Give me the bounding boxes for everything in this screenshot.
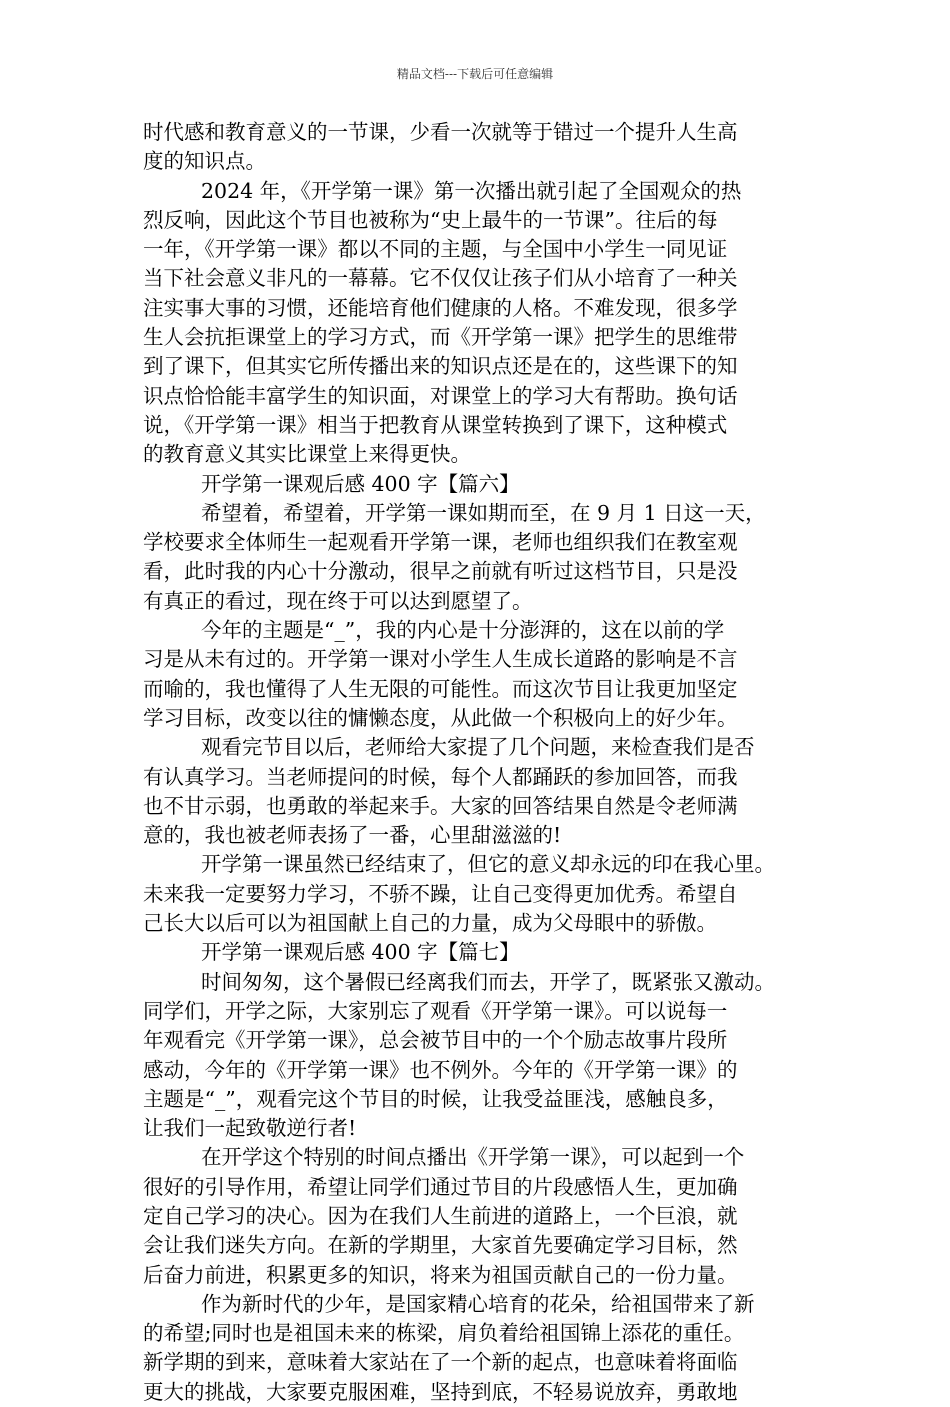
text-line: 到了课下，但其实它所传播出来的知识点还是在的，这些课下的知 <box>143 354 738 379</box>
text-line: 的教育意义其实比课堂上来得更快。 <box>143 442 471 467</box>
text-line: 一年，《开学第一课》都以不同的主题，与全国中小学生一同见证 <box>143 237 728 262</box>
paragraph <box>143 118 823 177</box>
text-line: 当下社会意义非凡的一幕幕。它不仅仅让孩子们从小培育了一种关 <box>143 266 738 291</box>
paragraph <box>143 499 823 616</box>
text-line: 注实事大事的习惯，还能培育他们健康的人格。不难发现，很多学 <box>143 295 738 320</box>
text-line: 也不甘示弱，也勇敢的举起来手。大家的回答结果自然是令老师满 <box>143 793 738 818</box>
text-line: 主题是“_”，观看完这个节目的时候，让我受益匪浅，感触良多， <box>143 1086 728 1111</box>
text-line: 2024 年，《开学第一课》第一次播出就引起了全国观众的热 <box>201 178 742 203</box>
text-line: 定自己学习的决心。因为在我们人生前进的道路上，一个巨浪，就 <box>143 1203 738 1228</box>
text-line: 今年的主题是“_”，我的内心是十分澎湃的，这在以前的学 <box>201 618 725 643</box>
text-line: 识点恰恰能丰富学生的知识面，对课堂上的学习大有帮助。换句话 <box>143 383 738 408</box>
text-line: 时代感和教育意义的一节课，少看一次就等于错过一个提升人生高 <box>143 120 738 144</box>
text-line: 时间匆匆，这个暑假已经离我们而去，开学了，既紧张又激动。 <box>201 969 775 994</box>
text-line: 年观看完《开学第一课》，总会被节目中的一个个励志故事片段所 <box>143 1028 728 1053</box>
text-line: 而喻的，我也懂得了人生无限的可能性。而这次节目让我更加坚定 <box>143 676 738 701</box>
text-line: 烈反响，因此这个节目也被称为“史上最牛的一节课”。往后的每 <box>143 207 718 232</box>
text-line: 看，此时我的内心十分激动，很早之前就有听过这档节目，只是没 <box>143 559 738 584</box>
text-line: 新学期的到来，意味着大家站在了一个新的起点，也意味着将面临 <box>143 1350 738 1375</box>
text-line: 度的知识点。 <box>143 149 266 174</box>
text-line: 同学们，开学之际，大家别忘了观看《开学第一课》。可以说每一 <box>143 998 728 1023</box>
text-line: 在开学这个特别的时间点播出《开学第一课》，可以起到一个 <box>201 1145 745 1170</box>
text-line: 让我们一起致敬逆行者! <box>143 1116 357 1141</box>
paragraph <box>143 470 823 499</box>
text-line: 的希望;同时也是祖国未来的栋梁，肩负着给祖国锦上添花的重任。 <box>143 1321 745 1346</box>
text-line: 生人会抗拒课堂上的学习方式，而《开学第一课》把学生的思维带 <box>143 325 738 350</box>
text-line: 希望着，希望着，开学第一课如期而至，在 9 月 1 日这一天， <box>201 500 766 525</box>
text-line: 作为新时代的少年，是国家精心培育的花朵，给祖国带来了新 <box>201 1291 755 1316</box>
text-line: 学校要求全体师生一起观看开学第一课，老师也组织我们在教室观 <box>143 530 738 555</box>
text-line: 有真正的看过，现在终于可以达到愿望了。 <box>143 588 533 613</box>
text-line: 开学第一课观后感 400 字【篇七】 <box>201 940 520 965</box>
document-body <box>143 118 823 1407</box>
text-line: 观看完节目以后，老师给大家提了几个问题，来检查我们是否 <box>201 735 755 760</box>
text-line: 未来我一定要努力学习，不骄不躁，让自己变得更加优秀。希望自 <box>143 881 738 906</box>
text-line: 己长大以后可以为祖国献上自己的力量，成为父母眼中的骄傲。 <box>143 911 717 936</box>
text-line: 开学第一课虽然已经结束了，但它的意义却永远的印在我心里。 <box>201 852 775 877</box>
text-line: 说，《开学第一课》相当于把教育从课堂转换到了课下，这种模式 <box>143 412 728 437</box>
text-line: 意的，我也被老师表扬了一番，心里甜滋滋的! <box>143 823 562 848</box>
text-line: 感动，今年的《开学第一课》也不例外。今年的《开学第一课》的 <box>143 1057 738 1082</box>
paragraph <box>143 177 823 470</box>
paragraph <box>143 1143 823 1289</box>
text-line: 学习目标，改变以往的慵懒态度，从此做一个积极向上的好少年。 <box>143 705 738 730</box>
page-header: 精品文档---下载后可任意编辑 <box>396 67 554 81</box>
text-line: 习是从未有过的。开学第一课对小学生人生成长道路的影响是不言 <box>143 647 738 672</box>
paragraph <box>143 616 823 733</box>
text-line: 有认真学习。当老师提问的时候，每个人都踊跃的参加回答，而我 <box>143 764 738 789</box>
paragraph <box>143 938 823 967</box>
text-line: 开学第一课观后感 400 字【篇六】 <box>201 471 520 496</box>
text-line: 后奋力前进，积累更多的知识，将来为祖国贡献自己的一份力量。 <box>143 1262 738 1287</box>
paragraph <box>143 733 823 850</box>
paragraph <box>143 1290 823 1407</box>
text-line: 更大的挑战，大家要克服困难，坚持到底，不轻易说放弃，勇敢地 <box>143 1379 738 1404</box>
paragraph <box>143 968 823 1144</box>
text-line: 很好的引导作用，希望让同学们通过节目的片段感悟人生，更加确 <box>143 1174 738 1199</box>
text-line: 会让我们迷失方向。在新的学期里，大家首先要确定学习目标，然 <box>143 1233 738 1258</box>
paragraph <box>143 850 823 938</box>
